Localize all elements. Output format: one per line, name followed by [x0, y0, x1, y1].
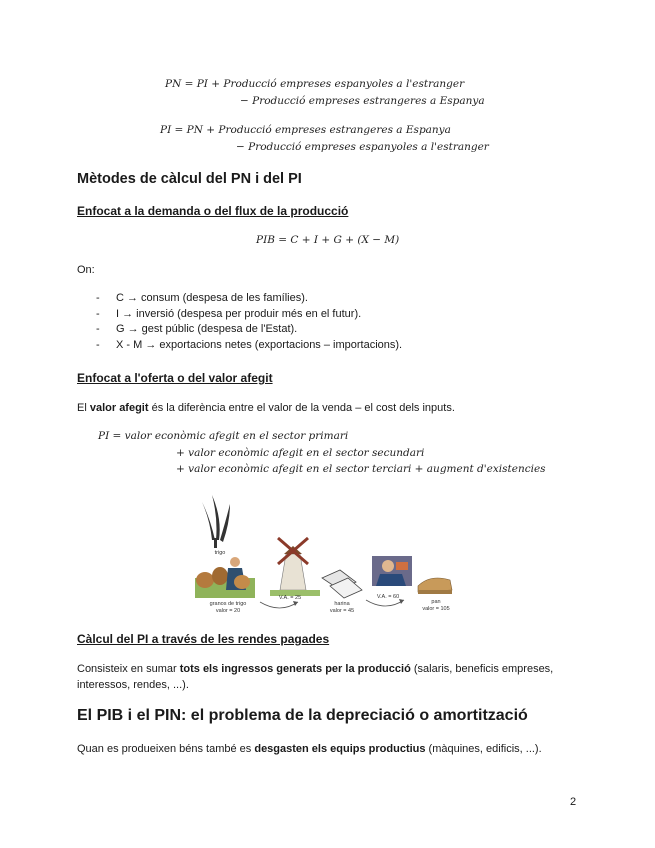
flour-sack-icon — [322, 570, 362, 598]
bread-icon — [418, 578, 452, 594]
pn-formula-line1: PN = PI + Producció empreses espanyoles a l'estranger — [165, 78, 465, 90]
list-item: - C → consum (despesa de les famílies). — [96, 291, 402, 307]
rendes-paragraph-line2: interessos, rendes, ...). — [77, 679, 189, 691]
pib-pin-heading: El PIB i el PIN: el problema de la depreciació o amortització — [77, 707, 528, 724]
pan-label: pan — [431, 599, 441, 605]
harina-value: valor = 45 — [329, 608, 355, 614]
demanda-heading: Enfocat a la demanda o del flux de la producció — [77, 204, 349, 218]
trigo-label: trigo — [214, 550, 226, 556]
list-item: - I → inversió (despesa per produir més en el futur). — [96, 307, 402, 323]
harina-label: harina — [334, 601, 350, 607]
pi-formula-line1: PI = PN + Producció empreses estrangeres a Espanya — [160, 124, 451, 136]
components-list — [96, 291, 402, 353]
list-item: - G → gest públic (despesa de l'Estat). — [96, 322, 402, 338]
va2-label: V.A. = 60 — [376, 594, 400, 600]
pan-value: valor = 105 — [422, 606, 450, 612]
rendes-heading: Càlcul del PI a través de les rendes pagades — [77, 632, 330, 646]
va-formula-line1: PI = valor econòmic afegit en el sector primari — [98, 430, 349, 442]
rendes-paragraph-line1: Consisteix en sumar tots els ingressos generats per la producció (salaris, beneficis empreses, — [77, 663, 554, 675]
page-number: 2 — [570, 796, 577, 808]
granos-value: valor = 20 — [215, 608, 241, 614]
granos-label: granos de trigo — [209, 601, 247, 607]
va1-label: V.A. = 25 — [278, 595, 302, 601]
va-formula-line2: + valor econòmic afegit en el sector secundari — [176, 447, 425, 459]
metodes-heading: Mètodes de càlcul del PN i del PI — [77, 171, 302, 187]
baker-icon — [372, 556, 412, 586]
wheat-icon — [202, 495, 230, 548]
valor-afegit-paragraph: El valor afegit és la diferència entre el valor de la venda – el cost dels inputs. — [77, 402, 455, 414]
on-label: On: — [77, 264, 95, 276]
pi-formula-line2: − Producció empreses espanyoles a l'estranger — [236, 141, 489, 153]
quan-paragraph: Quan es produeixen béns també es desgasten els equips productius (màquines, edificis, ...). — [77, 743, 542, 755]
list-item: - X - M → exportacions netes (exportacions – importacions). — [96, 338, 402, 354]
oferta-heading: Enfocat a l'oferta o del valor afegit — [77, 371, 273, 385]
pib-formula: PIB = C + I + G + (X − M) — [256, 234, 400, 246]
va-formula-line3: + valor econòmic afegit en el sector terciari + augment d'existencies — [176, 463, 546, 475]
windmill-icon — [270, 538, 320, 596]
farmer-icon — [195, 557, 255, 598]
arrow-icon — [260, 602, 298, 608]
value-chain-figure — [190, 490, 470, 620]
pn-formula-line2: − Producció empreses estrangeres a Espanya — [240, 95, 485, 107]
arrow-icon — [366, 600, 404, 606]
